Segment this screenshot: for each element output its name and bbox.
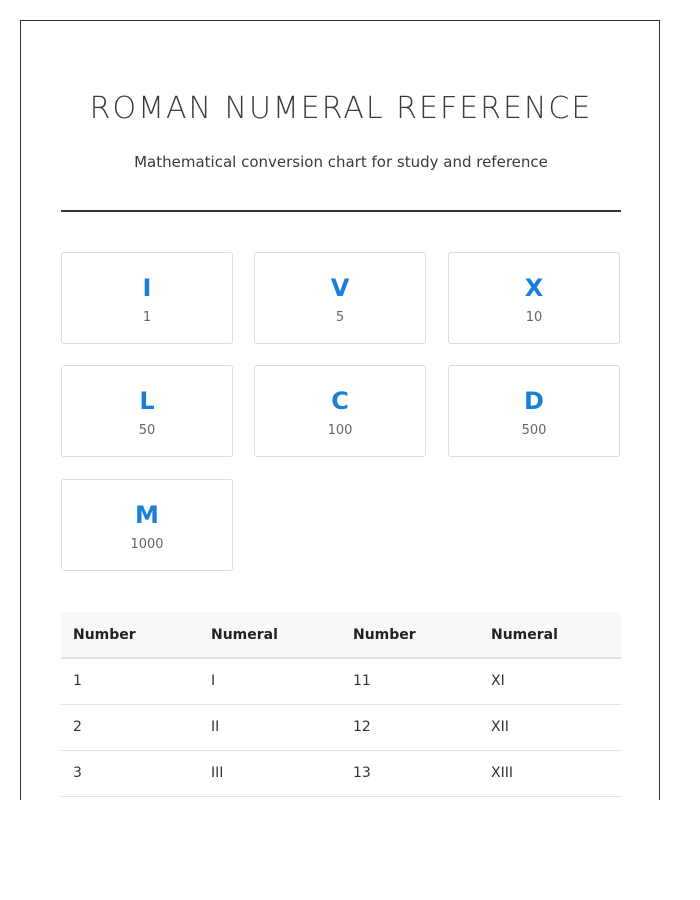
table-row [61, 704, 621, 750]
conversion-table [61, 612, 621, 797]
numeral-card-m [61, 479, 233, 571]
table-cell: 13 [341, 750, 479, 796]
numeral-value: 1 [142, 310, 152, 325]
numeral-card-v [254, 252, 426, 344]
numeral-symbol: M [135, 501, 159, 529]
numeral-value: 5 [335, 310, 345, 325]
numeral-symbol: D [524, 387, 544, 415]
numeral-value: 100 [327, 423, 353, 438]
numeral-card-x [448, 252, 620, 344]
table-cell: XII [479, 704, 621, 750]
table-cell: 3 [61, 750, 199, 796]
numeral-value: 10 [525, 310, 543, 325]
table-row [61, 750, 621, 796]
table-header-row [61, 612, 621, 658]
table-cell: XI [479, 658, 621, 704]
table-cell: II [199, 704, 341, 750]
column-header-number: Number [341, 612, 479, 658]
numeral-card-c [254, 365, 426, 457]
table-cell: 2 [61, 704, 199, 750]
numeral-card-d [448, 365, 620, 457]
table-cell: 11 [341, 658, 479, 704]
page-title: ROMAN NUMERAL REFERENCE [89, 91, 593, 126]
numeral-value: 500 [521, 423, 547, 438]
numeral-symbol: I [142, 274, 152, 302]
table-cell: 12 [341, 704, 479, 750]
table-cell: XIII [479, 750, 621, 796]
table-cell: I [199, 658, 341, 704]
numeral-symbol: C [331, 387, 349, 415]
reference-sheet [20, 20, 660, 800]
numeral-card-i [61, 252, 233, 344]
page-subtitle: Mathematical conversion chart for study and reference [134, 153, 548, 171]
numeral-symbol: L [139, 387, 155, 415]
table-row [61, 658, 621, 704]
column-header-numeral: Numeral [199, 612, 341, 658]
table-cell: 1 [61, 658, 199, 704]
column-header-number: Number [61, 612, 199, 658]
numeral-symbol: X [524, 274, 544, 302]
column-header-numeral: Numeral [479, 612, 621, 658]
numeral-value: 50 [138, 423, 156, 438]
table-cell: III [199, 750, 341, 796]
numeral-value: 1000 [130, 537, 164, 552]
numeral-card-l [61, 365, 233, 457]
numeral-symbol: V [330, 274, 350, 302]
header-divider [61, 210, 621, 212]
